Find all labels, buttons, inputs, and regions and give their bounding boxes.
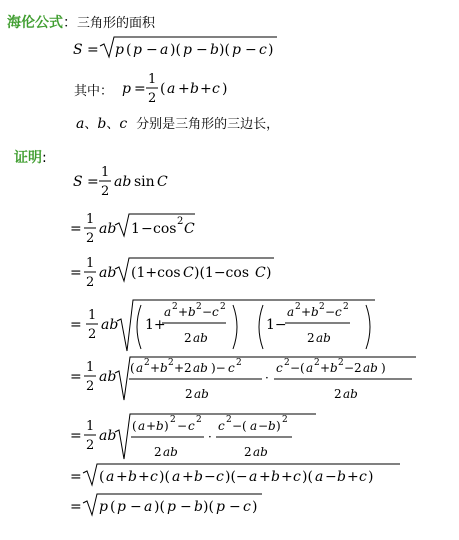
svg-text:2: 2 xyxy=(307,331,315,345)
svg-text:+: + xyxy=(182,469,194,485)
proof-step-1 xyxy=(73,165,168,199)
svg-text:ab: ab xyxy=(99,428,117,444)
svg-text:): ) xyxy=(164,419,169,433)
svg-text:c: c xyxy=(212,81,220,97)
svg-text:ab: ab xyxy=(253,445,268,459)
svg-text:·: · xyxy=(208,430,212,444)
svg-text:2: 2 xyxy=(88,327,97,342)
svg-text:2: 2 xyxy=(170,415,176,425)
proof-step-3 xyxy=(70,256,274,290)
svg-text:b: b xyxy=(194,469,203,485)
svg-text:2: 2 xyxy=(338,358,344,368)
svg-text:=: = xyxy=(134,81,146,97)
svg-text:=: = xyxy=(70,265,82,281)
svg-text:a: a xyxy=(287,305,295,319)
side-b: b xyxy=(97,116,107,132)
svg-text:p: p xyxy=(99,499,108,515)
svg-text:p: p xyxy=(133,42,142,58)
svg-text:S: S xyxy=(73,174,83,190)
svg-text:=: = xyxy=(70,428,82,444)
svg-text:2: 2 xyxy=(154,445,162,459)
svg-text:2: 2 xyxy=(282,415,288,425)
svg-text:a: a xyxy=(136,361,144,375)
svg-text:(: ( xyxy=(110,499,116,515)
where-label: 其中： xyxy=(74,84,114,99)
svg-text:(: ( xyxy=(130,361,135,375)
svg-text:C: C xyxy=(184,221,195,237)
svg-text:−(: −( xyxy=(290,361,305,375)
svg-text:2: 2 xyxy=(319,302,325,312)
svg-text:=: = xyxy=(70,221,82,237)
proof-step-4 xyxy=(70,300,375,351)
svg-text:2: 2 xyxy=(314,358,320,368)
svg-text:+: + xyxy=(150,361,161,375)
svg-text:=: = xyxy=(87,174,99,190)
svg-text:(: ( xyxy=(160,81,166,97)
svg-text:2: 2 xyxy=(172,302,178,312)
svg-text:b: b xyxy=(194,499,203,515)
svg-text:+: + xyxy=(116,469,128,485)
svg-text:b: b xyxy=(330,361,338,375)
proof-step-5 xyxy=(70,357,416,401)
svg-text:p: p xyxy=(122,81,131,97)
svg-text:): ) xyxy=(268,42,274,58)
svg-text:−: − xyxy=(196,42,208,58)
svg-text:)(: )( xyxy=(219,42,230,58)
svg-text:−: − xyxy=(325,305,336,319)
svg-text:−: − xyxy=(258,419,269,433)
svg-text:+: + xyxy=(281,469,293,485)
svg-text:−: − xyxy=(146,42,158,58)
svg-text:(: ( xyxy=(126,42,132,58)
svg-text:+: + xyxy=(146,419,157,433)
proof-step-2 xyxy=(70,212,195,246)
svg-text:−(: −( xyxy=(232,419,247,433)
svg-text:2: 2 xyxy=(168,358,174,368)
svg-text:+: + xyxy=(138,469,150,485)
svg-text:2: 2 xyxy=(220,302,226,312)
svg-text:2: 2 xyxy=(86,438,95,453)
svg-text:a: a xyxy=(144,499,153,515)
svg-text:=: = xyxy=(70,469,82,485)
svg-text:): ) xyxy=(381,361,386,375)
svg-text:c: c xyxy=(276,361,283,375)
semi-perimeter-formula xyxy=(122,72,227,106)
svg-text:C: C xyxy=(157,174,168,190)
svg-text:1: 1 xyxy=(86,212,95,227)
heron-formula xyxy=(73,37,277,58)
svg-text:a: a xyxy=(164,305,172,319)
svg-text:ab: ab xyxy=(99,369,117,385)
svg-text:2: 2 xyxy=(196,302,202,312)
svg-text:c: c xyxy=(218,419,225,433)
sep-1: 、 xyxy=(84,117,98,132)
svg-text:1: 1 xyxy=(86,256,95,271)
svg-text:=: = xyxy=(87,42,99,58)
svg-text:a: a xyxy=(306,361,314,375)
svg-text:1: 1 xyxy=(101,165,110,180)
svg-text:c: c xyxy=(359,469,367,485)
proof-colon: : xyxy=(42,150,47,166)
svg-text:c: c xyxy=(212,305,219,319)
svg-text:2: 2 xyxy=(86,275,95,290)
svg-text:ab: ab xyxy=(316,331,331,345)
proof-step-8 xyxy=(70,494,262,515)
svg-text:b: b xyxy=(190,81,199,97)
svg-text:p: p xyxy=(183,42,192,58)
svg-text:)(: )( xyxy=(159,469,170,485)
proof-title: 证明 xyxy=(14,150,42,166)
svg-text:=: = xyxy=(70,369,82,385)
svg-text:ab: ab xyxy=(99,265,117,281)
svg-text:−: − xyxy=(130,499,142,515)
svg-text:ab: ab xyxy=(194,387,209,401)
svg-text:−: − xyxy=(180,499,192,515)
svg-text:a: a xyxy=(315,469,324,485)
svg-text:b: b xyxy=(337,469,346,485)
svg-text:(1+cos: (1+cos xyxy=(131,265,181,281)
formula-description: 三角形的面积 xyxy=(77,16,156,31)
svg-text:)(: )( xyxy=(170,42,181,58)
svg-text:ab: ab xyxy=(101,317,119,333)
svg-text:1: 1 xyxy=(88,308,97,323)
svg-text:2: 2 xyxy=(86,231,95,246)
svg-text:c: c xyxy=(335,305,342,319)
svg-text:+: + xyxy=(347,469,359,485)
svg-text:−: − xyxy=(229,499,241,515)
svg-text:p: p xyxy=(115,42,124,58)
svg-text:C: C xyxy=(183,265,194,281)
svg-text:)(: )( xyxy=(203,499,214,515)
svg-text:)(1−cos: )(1−cos xyxy=(194,265,250,281)
svg-text:c: c xyxy=(243,499,251,515)
svg-text:2: 2 xyxy=(196,415,202,425)
svg-text:−: − xyxy=(202,305,213,319)
sides-text: 分别是三角形的三边长， xyxy=(136,117,280,132)
svg-text:+: + xyxy=(200,81,212,97)
svg-text:(: ( xyxy=(132,419,137,433)
proof-step-6 xyxy=(70,414,316,459)
svg-text:a: a xyxy=(250,419,258,433)
svg-text:ab: ab xyxy=(99,221,117,237)
svg-text:b: b xyxy=(268,419,276,433)
svg-text:2: 2 xyxy=(295,302,301,312)
svg-text:+: + xyxy=(320,361,331,375)
svg-text:p: p xyxy=(232,42,241,58)
svg-text:1: 1 xyxy=(86,419,95,434)
svg-text:1+: 1+ xyxy=(145,317,166,333)
svg-text:+: + xyxy=(301,305,312,319)
svg-text:b: b xyxy=(311,305,319,319)
svg-text:1: 1 xyxy=(86,360,95,375)
svg-text:2: 2 xyxy=(177,216,184,227)
svg-text:c: c xyxy=(228,361,235,375)
svg-text:)(: )( xyxy=(302,469,313,485)
sep-2: 、 xyxy=(106,117,120,132)
svg-text:−: − xyxy=(177,419,188,433)
svg-text:b: b xyxy=(271,469,280,485)
svg-text:2: 2 xyxy=(101,184,110,199)
svg-text:+: + xyxy=(259,469,271,485)
svg-text:2: 2 xyxy=(343,302,349,312)
svg-text:a: a xyxy=(172,469,181,485)
svg-text:+: + xyxy=(178,305,189,319)
svg-text:a: a xyxy=(249,469,258,485)
svg-text:ab: ab xyxy=(193,331,208,345)
svg-text:S: S xyxy=(73,42,83,58)
svg-text:a: a xyxy=(160,42,169,58)
svg-text:c: c xyxy=(188,419,195,433)
svg-text:)−: )− xyxy=(211,361,226,375)
svg-text:p: p xyxy=(167,499,176,515)
svg-text:ab: ab xyxy=(363,361,378,375)
svg-text:−2: −2 xyxy=(344,361,362,375)
svg-text:): ) xyxy=(252,499,258,515)
svg-text:p: p xyxy=(216,499,225,515)
proof-step-7 xyxy=(70,464,400,485)
svg-text:c: c xyxy=(259,42,267,58)
svg-text:c: c xyxy=(216,469,224,485)
svg-text:2: 2 xyxy=(86,379,95,394)
svg-text:2: 2 xyxy=(185,387,193,401)
svg-text:): ) xyxy=(266,265,272,281)
svg-text:=: = xyxy=(70,317,82,333)
svg-text:b: b xyxy=(188,305,196,319)
svg-text:2: 2 xyxy=(184,331,192,345)
svg-text:−: − xyxy=(325,469,337,485)
svg-text:−: − xyxy=(245,42,257,58)
svg-text:): ) xyxy=(276,419,281,433)
svg-text:1−: 1− xyxy=(266,317,287,333)
svg-text:ab: ab xyxy=(343,387,358,401)
svg-text:a: a xyxy=(167,81,176,97)
svg-text:·: · xyxy=(265,371,269,385)
svg-text:ab: ab xyxy=(114,174,132,190)
svg-text:ab: ab xyxy=(193,361,208,375)
svg-text:2: 2 xyxy=(144,358,150,368)
svg-text:+: + xyxy=(178,81,190,97)
svg-text:=: = xyxy=(70,499,82,515)
svg-text:b: b xyxy=(156,419,164,433)
heading-colon: ： xyxy=(63,15,77,31)
svg-text:a: a xyxy=(138,419,146,433)
svg-text:sin: sin xyxy=(134,174,155,190)
svg-text:)(: )( xyxy=(154,499,165,515)
svg-text:)(−: )(− xyxy=(225,469,248,485)
svg-text:b: b xyxy=(128,469,137,485)
svg-text:cos: cos xyxy=(153,221,177,237)
svg-text:): ) xyxy=(368,469,374,485)
svg-text:+2: +2 xyxy=(174,361,192,375)
svg-text:c: c xyxy=(293,469,301,485)
svg-text:b: b xyxy=(210,42,219,58)
svg-text:C: C xyxy=(255,265,266,281)
svg-text:c: c xyxy=(150,469,158,485)
svg-text:ab: ab xyxy=(163,445,178,459)
svg-text:−: − xyxy=(204,469,216,485)
svg-text:2: 2 xyxy=(226,415,232,425)
svg-text:2: 2 xyxy=(244,445,252,459)
side-c: c xyxy=(119,116,128,132)
svg-text:1: 1 xyxy=(148,72,157,87)
svg-text:−: − xyxy=(141,221,153,237)
svg-text:2: 2 xyxy=(284,358,290,368)
svg-text:2: 2 xyxy=(334,387,342,401)
side-a: a xyxy=(76,116,85,132)
svg-text:p: p xyxy=(117,499,126,515)
svg-text:2: 2 xyxy=(148,91,157,106)
svg-text:a: a xyxy=(106,469,115,485)
svg-text:1: 1 xyxy=(131,221,140,237)
formula-title: 海伦公式 xyxy=(7,15,63,31)
svg-text:): ) xyxy=(222,81,228,97)
svg-text:(: ( xyxy=(99,469,105,485)
svg-text:b: b xyxy=(160,361,168,375)
svg-text:2: 2 xyxy=(236,358,242,368)
